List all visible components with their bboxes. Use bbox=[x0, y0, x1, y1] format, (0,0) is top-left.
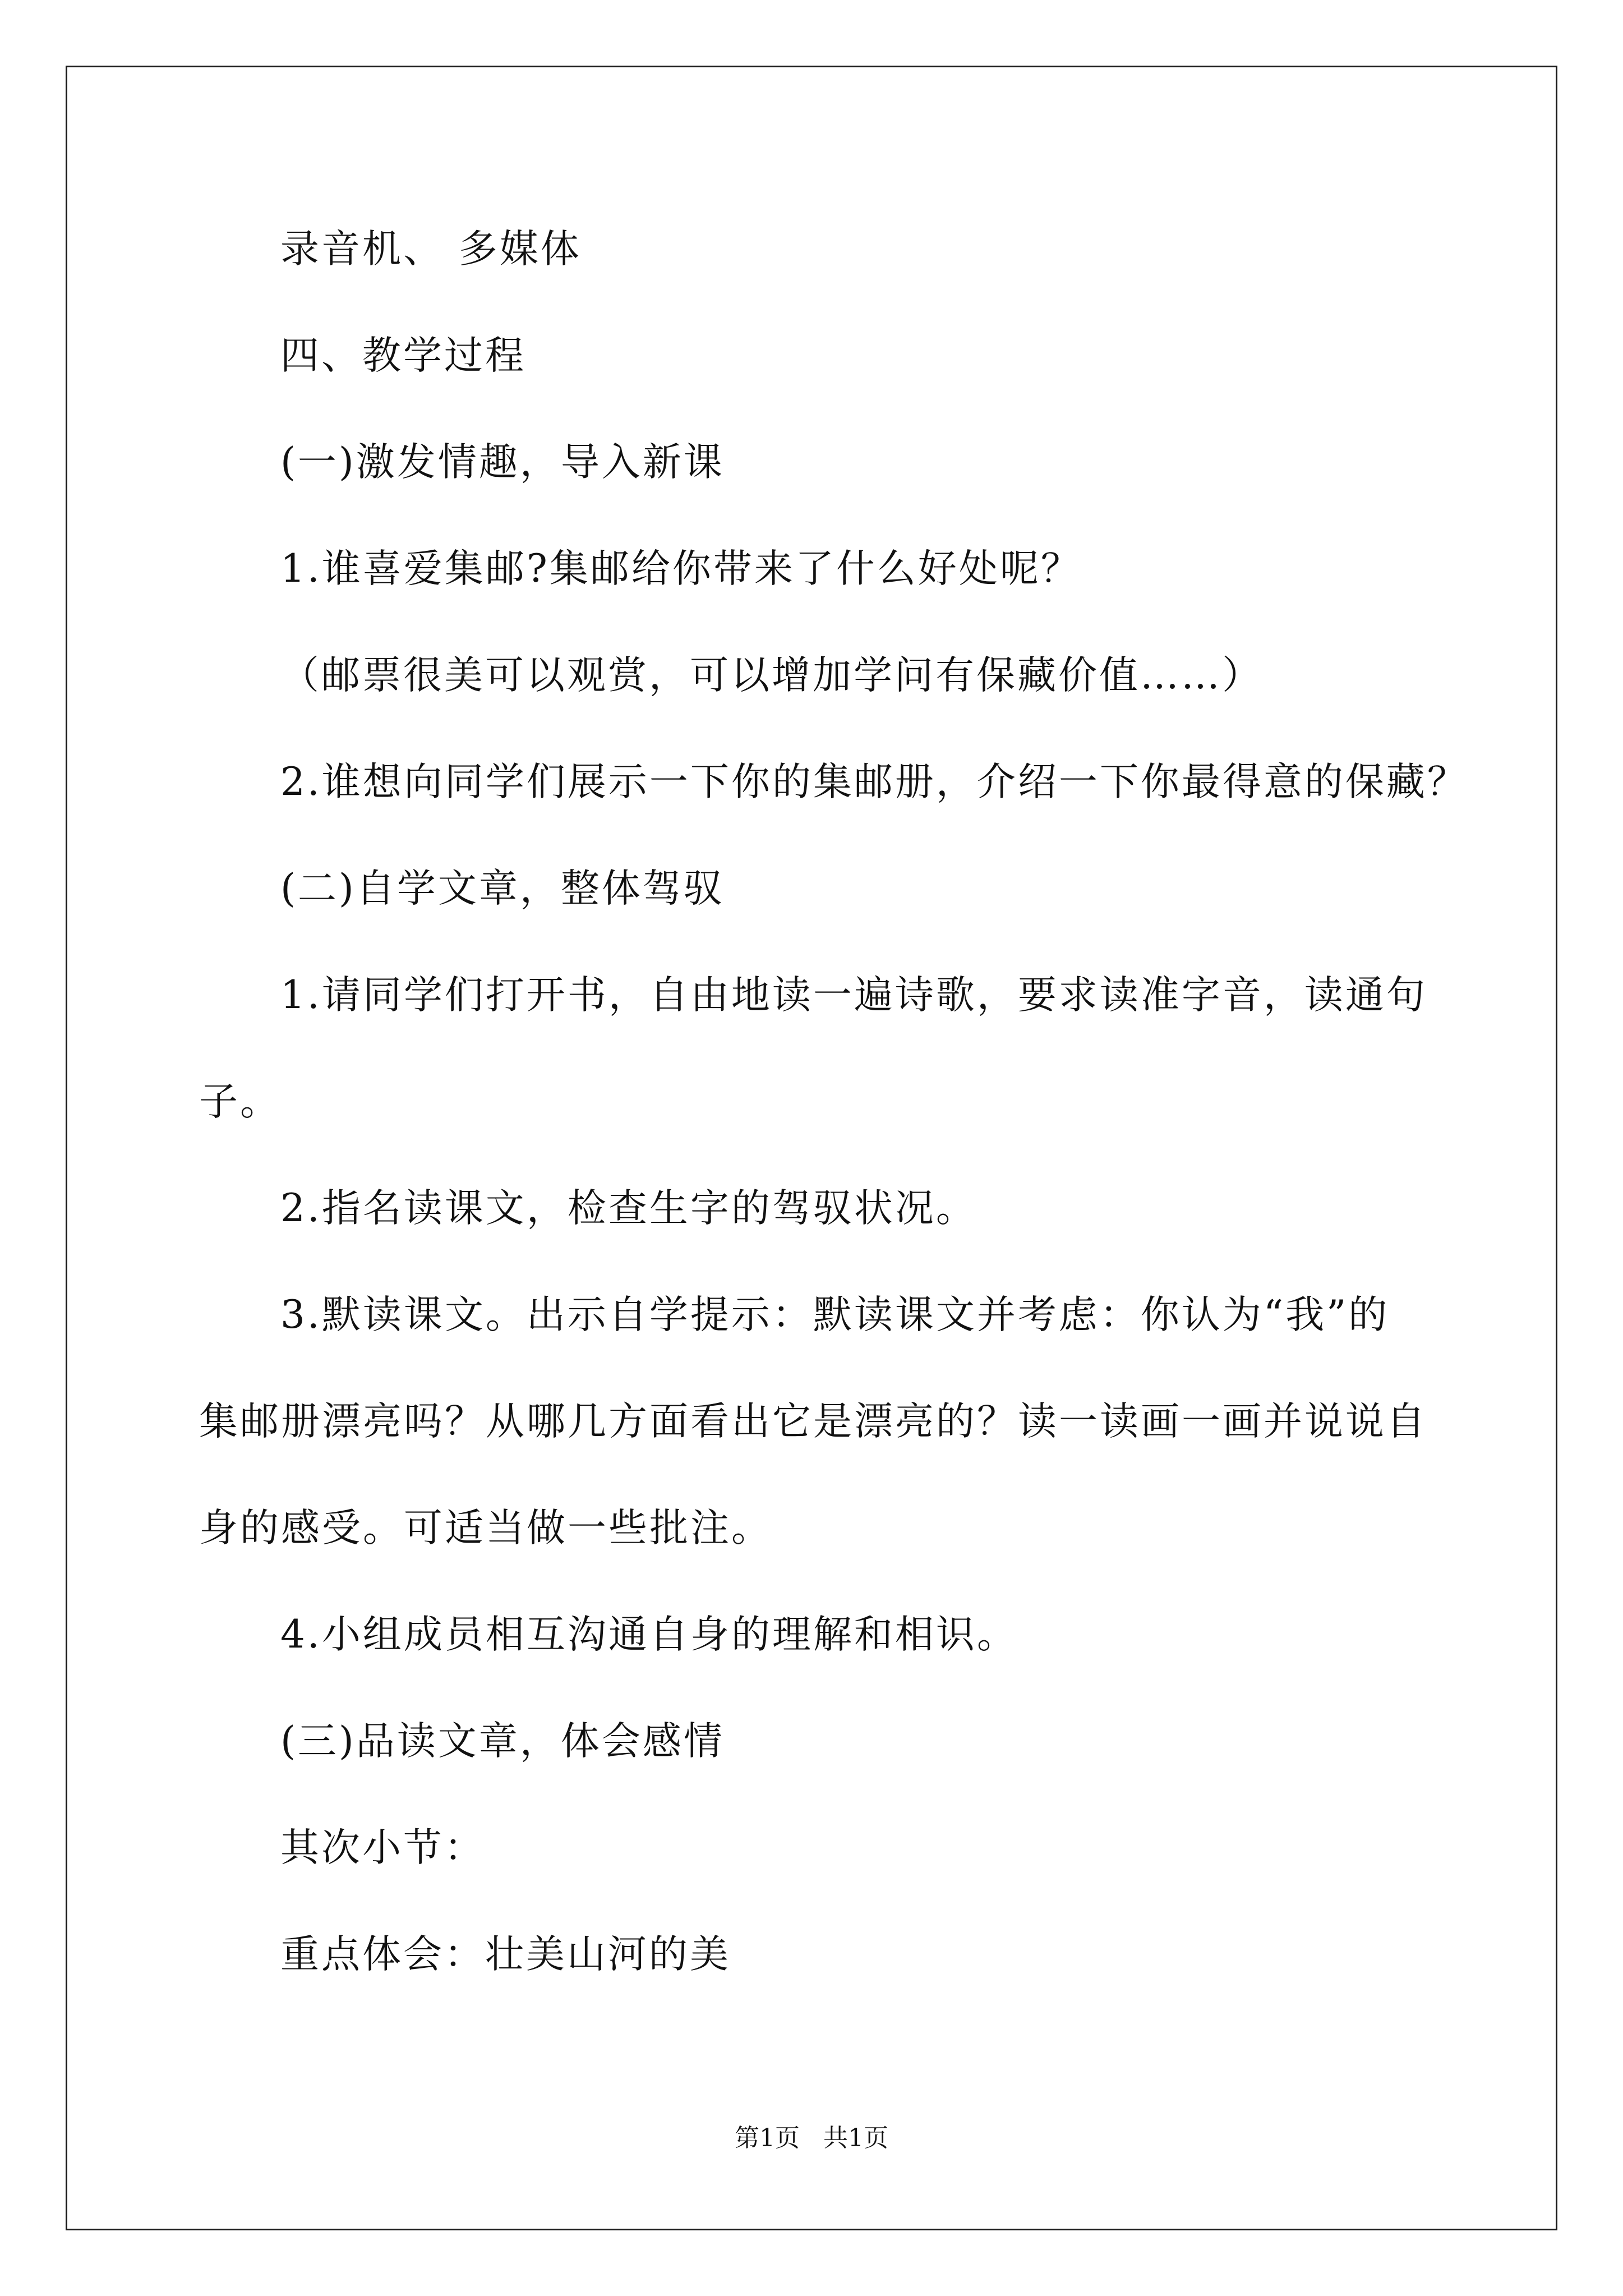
paragraph-line: 2.谁想向同学们展示一下你的集邮册，介绍一下你最得意的保藏？ bbox=[280, 760, 1468, 804]
paragraph-line: 其次小节： bbox=[280, 1825, 485, 1870]
paragraph-line: 1.谁喜爱集邮?集邮给你带来了什么好处呢？ bbox=[280, 546, 1082, 591]
paragraph-line: 2.指名读课文，检查生字的驾驭状况。 bbox=[280, 1186, 977, 1231]
paragraph-line: 4.小组成员相互沟通自身的理解和相识。 bbox=[280, 1612, 1018, 1657]
section-heading: 四、教学过程 bbox=[280, 333, 526, 378]
page-footer bbox=[0, 2126, 1623, 2151]
paragraph-line: 1.请同学们打开书，自由地读一遍诗歌，要求读准字音，读通句 bbox=[280, 973, 1427, 1018]
paragraph-line: 身的感受。可适当做一些批注。 bbox=[199, 1506, 772, 1550]
paragraph-line: 子。 bbox=[199, 1079, 281, 1124]
subsection-heading: (一)激发情趣，导入新课 bbox=[280, 440, 725, 485]
paragraph-line: 集邮册漂亮吗？从哪几方面看出它是漂亮的？读一读画一画并说说自 bbox=[199, 1399, 1427, 1444]
paragraph-line: 3.默读课文。出示自学提示：默读课文并考虑：你认为“我”的 bbox=[280, 1292, 1390, 1337]
paragraph-line: 录音机、 多媒体 bbox=[280, 227, 582, 272]
page-total: 共1页 bbox=[823, 2124, 888, 2152]
subsection-heading: (三)品读文章，体会感情 bbox=[280, 1719, 725, 1764]
paragraph-line: （邮票很美可以观赏，可以增加学问有保藏价值……） bbox=[280, 653, 1263, 698]
paragraph-line: 重点体会：壮美山河的美 bbox=[280, 1932, 731, 1977]
subsection-heading: (二)自学文章，整体驾驭 bbox=[280, 866, 725, 911]
page-number: 第1页 bbox=[735, 2124, 800, 2152]
